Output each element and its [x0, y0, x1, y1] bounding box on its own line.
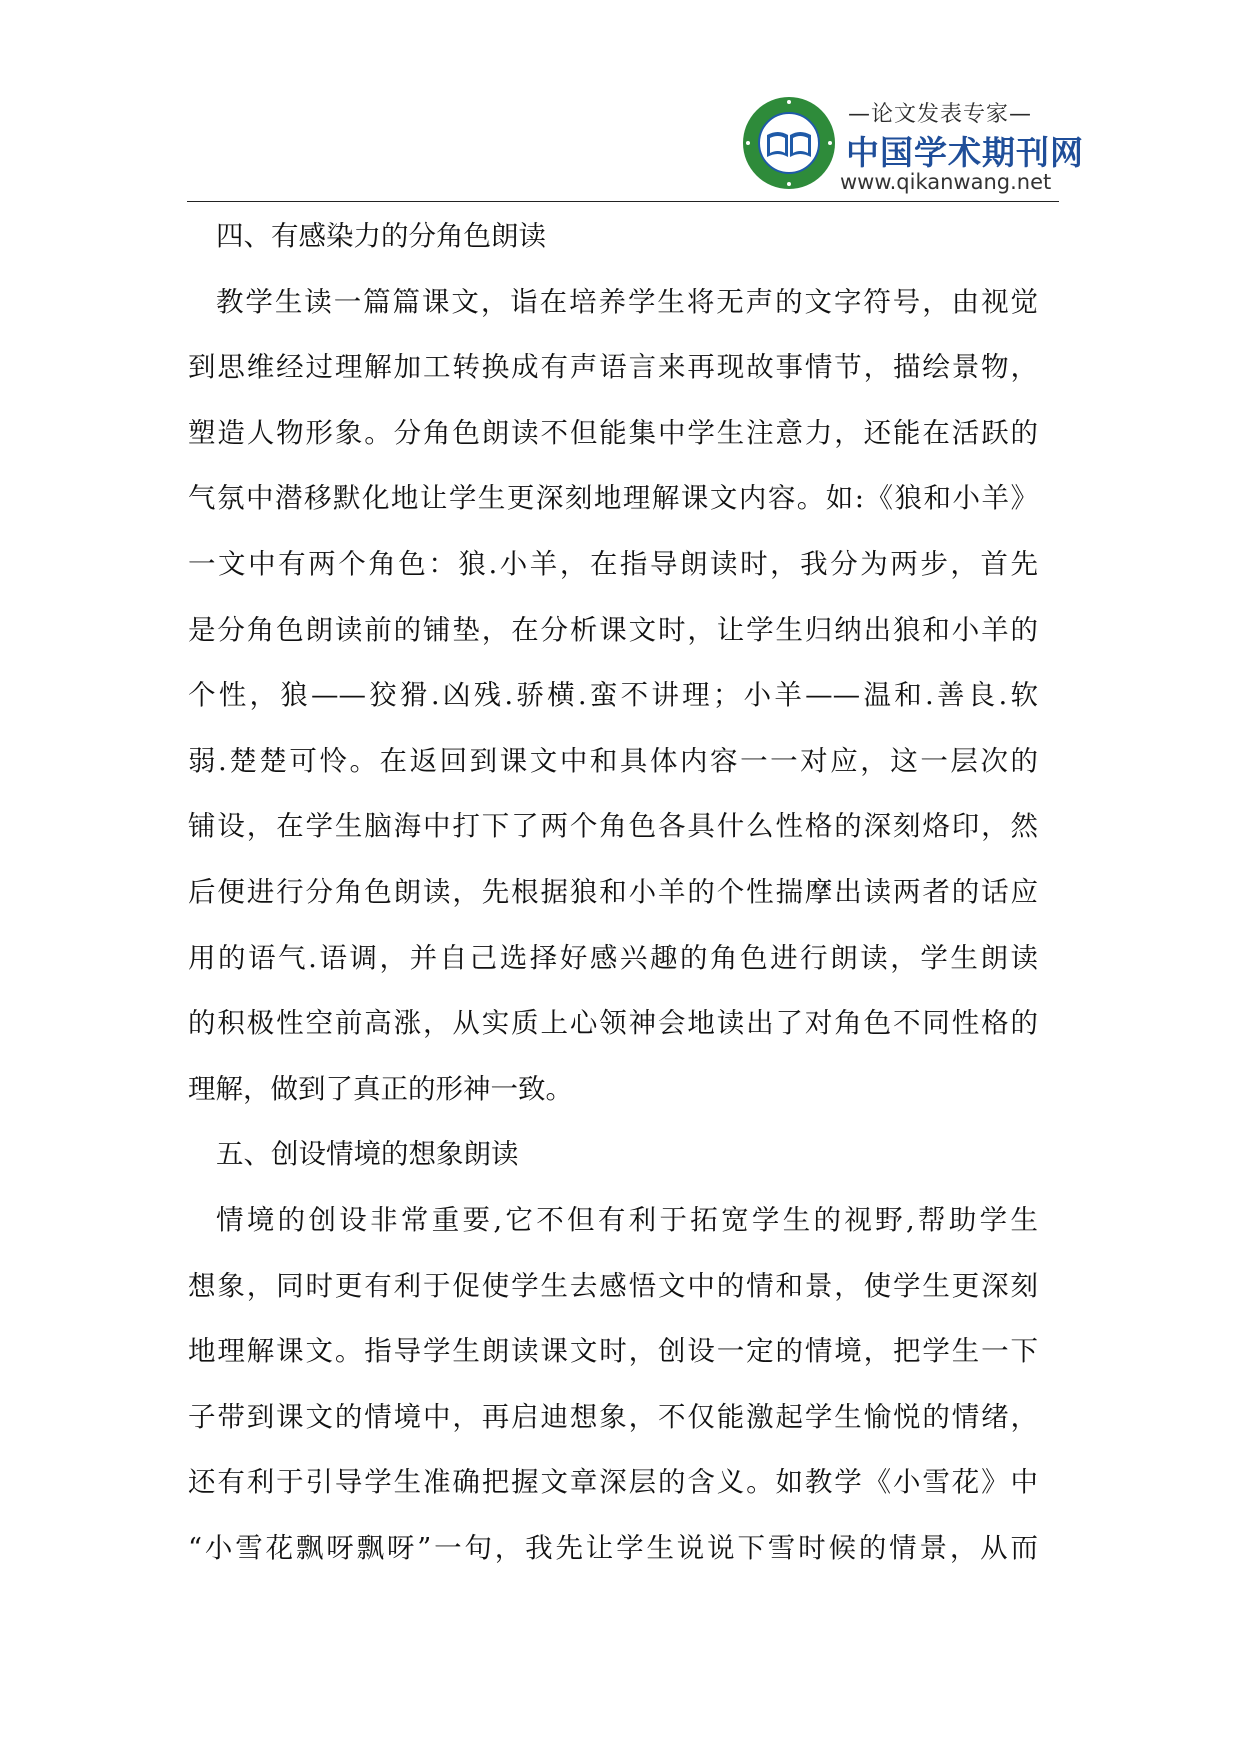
text-line: 是分角色朗读前的铺垫，在分析课文时，让学生归纳出狼和小羊的 — [188, 613, 1038, 646]
section-heading-4: 四、有感染力的分角色朗读 — [216, 220, 546, 252]
text-line: 想象，同时更有利于促使学生去感悟文中的情和景，使学生更深刻 — [188, 1269, 1038, 1302]
text-line: 塑造人物形象。分角色朗读不但能集中学生注意力，还能在活跃的 — [188, 416, 1038, 449]
text-line: 气氛中潜移默化地让学生更深刻地理解课文内容。如:《狼和小羊》 — [188, 482, 1038, 515]
text-line: 到思维经过理解加工转换成有声语言来再现故事情节，描绘景物， — [188, 351, 1038, 384]
text-line: 地理解课文。指导学生朗读课文时，创设一定的情境，把学生一下 — [188, 1335, 1038, 1368]
header-divider — [187, 201, 1059, 202]
document-body — [188, 210, 1038, 1587]
text-line: 情境的创设非常重要,它不但有利于拓宽学生的视野,帮助学生 — [216, 1203, 1038, 1236]
text-line: 后便进行分角色朗读，先根据狼和小羊的个性揣摩出读两者的话应 — [188, 875, 1038, 908]
text-line: 一文中有两个角色：狼.小羊，在指导朗读时，我分为两步，首先 — [188, 547, 1038, 580]
text-line: 弱.楚楚可怜。在返回到课文中和具体内容一一对应，这一层次的 — [188, 744, 1038, 777]
text-line: 用的语气.语调，并自己选择好感兴趣的角色进行朗读，学生朗读 — [188, 941, 1038, 974]
journal-seal-logo — [741, 95, 837, 191]
text-line: 子带到课文的情境中，再启迪想象，不仅能激起学生愉悦的情绪， — [188, 1400, 1038, 1433]
text-line: 的积极性空前高涨，从实质上心领神会地读出了对角色不同性格的 — [188, 1007, 1038, 1040]
logo-tagline: —论文发表专家— — [848, 102, 1033, 127]
logo-url: www.qikanwang.net — [840, 170, 1052, 194]
text-line: 理解，做到了真正的形神一致。 — [188, 1072, 573, 1105]
text-line: 个性，狼——狡猾.凶残.骄横.蛮不讲理；小羊——温和.善良.软 — [188, 679, 1038, 712]
text-line: 教学生读一篇篇课文，诣在培养学生将无声的文字符号，由视觉 — [216, 285, 1038, 318]
text-line: “小雪花飘呀飘呀”一句，我先让学生说说下雪时候的情景，从而 — [188, 1531, 1038, 1564]
text-line: 还有利于引导学生准确把握文章深层的含义。如教学《小雪花》中 — [188, 1466, 1038, 1499]
logo-title: 中国学术期刊网 — [846, 133, 1084, 172]
page-header — [0, 0, 1241, 205]
text-line: 铺设，在学生脑海中打下了两个角色各具什么性格的深刻烙印，然 — [188, 810, 1038, 843]
section-heading-5: 五、创设情境的想象朗读 — [216, 1138, 519, 1171]
